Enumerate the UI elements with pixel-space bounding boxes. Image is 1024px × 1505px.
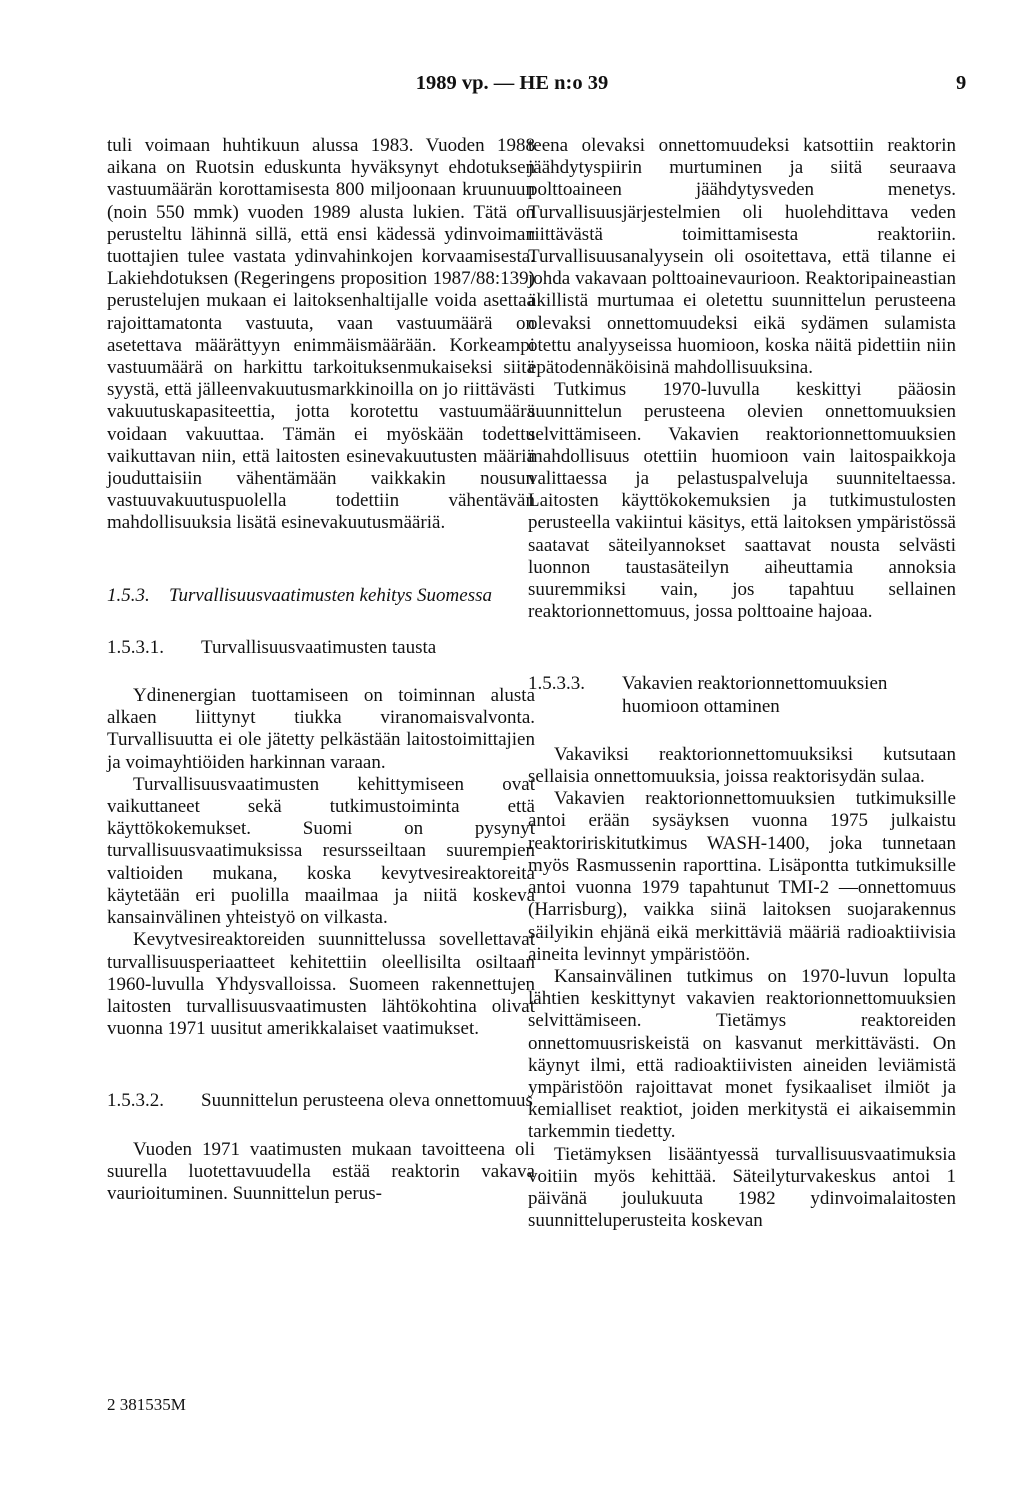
page-number: 9: [956, 72, 967, 94]
spacer: [528, 718, 956, 744]
section-number: 1.5.3.: [107, 584, 150, 606]
paragraph-continuation: teena olevaksi onnettomuudeksi katsottiin reaktorin jäähdytyspiirin murtuminen ja siitä seuraava polttoaineen jäähdytysveden menetys. Turvallisuusjärjestelmien oli huolehdittava veden riittävästä toimittamisesta reaktoriin. Turvallisuusanalyysein oli osoitettava, että tilanne ei johda vakavaan polttoainevaurioon. Reaktoripaineastian äkillistä murtumaa ei oletettu suunnittelun perusteena olevaksi onnettomuudeksi eikä sydämen sulamista otettu analyyseissa huomioon, koska näitä pidettiin niin epätodennäköisinä mahdollisuuksina.: [528, 135, 956, 379]
paragraph-continuation: tuli voimaan huhtikuun alussa 1983. Vuoden 1988 aikana on Ruotsin eduskunta hyväksynyt ehdotuksen vastuumäärän korottamisesta 800 miljoonaan kruunuun (noin 550 mmk) vuoden 1989 alusta lukien. Tätä on perusteltu lähinnä sillä, että ensi kädessä ydinvoiman tuottajien tulee vastata ydinvahinkojen korvaamisesta. Lakiehdotuksen (Regeringens proposition 1987/88:139) perustelujen mukaan ei laitoksenhaltijalle voida asettaa rajoittamatonta vastuuta, vaan vastuumäärä on asetettava määrättyyn enimmäismäärään. Korkeampi vastuumäärä on harkittu tarkoituksenmukaiseksi siitä syystä, että jälleenvakuutusmarkkinoilla on jo riittävästi vakuutuskapasiteettia, jotta korotettu vastuumäärä voidaan vakuuttaa. Tämän ei myöskään todettu vaikuttavan niin, että laitosten esinevakuutusten määriä jouduttaisiin vähentämään vaikkakin nousun vastuuvakuutuspuolella todettiin vähentävän mahdollisuuksia lisätä esinevakuutusmääriä.: [107, 135, 535, 534]
subsection-number: 1.5.3.2.: [107, 1090, 164, 1112]
subsection-number: 1.5.3.3.: [528, 673, 585, 695]
right-column: [528, 135, 956, 1232]
spacer: [107, 659, 535, 685]
paragraph: Tutkimus 1970-luvulla keskittyi pääosin suunnittelun perusteena olevien onnettomuuksien selvittämiseen. Vakavien reaktorionnettomuuksien mahdollisuus otettiin huomioon vain laitospaikkoja valittaessa ja pelastuspalveluja suunniteltaessa. Laitosten käyttökokemuksien ja tutkimustulosten perusteella vakiintui käsitys, että laitoksen ympäristössä saatavat säteilyannokset saattavat nousta selvästi luonnon taustasäteilyn aiheuttamia annoksia suuremmiksi vain, jos tapahtuu sellainen reaktorionnettomuus, jossa polttoaine hajoaa.: [528, 379, 956, 623]
paragraph: Vakavien reaktorionnettomuuksien tutkimuksille antoi erään sysäyksen vuonna 1975 julkaistu reaktoririskitutkimus WASH-1400, joka tunnetaan myös Rasmussenin raporttina. Lisäpontta tutkimuksille antoi vuonna 1979 tapahtunut TMI-2 —onnettomuus (Harrisburg), vaikka siinä laitoksen suojarakennus säilyikin ehjänä eikä merkittäviä määriä radioaktiivisia aineita levinnyt ympäristöön.: [528, 788, 956, 965]
paragraph: Kevytvesireaktoreiden suunnittelussa sovellettavat turvallisuusperiaatteet kehitettiin oleellisilta osiltaan 1960-luvulla Yhdysvalloissa. Suomeen rakennettujen laitosten turvallisuusvaatimusten lähtökohtina olivat vuonna 1971 uusitut amerikkalaiset vaatimukset.: [107, 929, 535, 1040]
paragraph: Vakaviksi reaktorionnettomuuksiksi kutsutaan sellaisia onnettomuuksia, joissa reaktorisydän sulaa.: [528, 743, 956, 788]
subsection-title: Vakavien reaktorionnettomuuksien huomioon ottaminen: [622, 673, 888, 717]
paragraph: Vuoden 1971 vaatimusten mukaan tavoitteena oli suurella luotettavuudella estää reaktorin vakava vaurioituminen. Suunnittelun perus-: [107, 1138, 535, 1204]
subsection-heading-1-5-3-3: [528, 673, 956, 717]
left-column: [107, 135, 535, 1205]
paragraph: Turvallisuusvaatimusten kehittymiseen ovat vaikuttaneet sekä tutkimustoiminta että käyttökokemukset. Suomi on pysynyt turvallisuusvaatimuksissa resursseiltaan suurempien valtioiden mukana, koska kevytvesireaktoreita käytetään eri puolilla maailmaa ja niitä koskeva kansainvälinen yhteistyö on vilkasta.: [107, 773, 535, 929]
spacer: [107, 1113, 535, 1139]
paragraph: Kansainvälinen tutkimus on 1970-luvun lopulta lähtien keskittynyt vakavien reaktorionnettomuuksien selvittämiseen. Tietämys reaktoreiden onnettomuusriskeistä on kasvanut merkittävästi. On käynyt ilmi, että radioaktiivisten aineiden leviämistä ympäristöön rajoittavat monet fysikaaliset ilmiöt ja kemialliset reaktiot, joiden merkitystä ei aikaisemmin tarkemmin tiedetty.: [528, 965, 956, 1143]
spacer: [107, 535, 535, 585]
section-title: Turvallisuusvaatimusten kehitys Suomessa: [169, 584, 492, 606]
subsection-heading-1-5-3-1: [107, 637, 535, 659]
subsection-title: Turvallisuusvaatimusten tausta: [201, 636, 437, 658]
subsection-heading-1-5-3-2: [107, 1090, 535, 1112]
spacer: [107, 1040, 535, 1090]
spacer: [107, 607, 535, 637]
paragraph: Ydinenergian tuottamiseen on toiminnan alusta alkaen liittynyt tiukka viranomaisvalvonta. Turvallisuutta ei ole jätetty pelkästään laitostoimittajien ja voimayhtiöiden harkinnan varaan.: [107, 685, 535, 773]
subsection-number: 1.5.3.1.: [107, 636, 164, 658]
section-heading-1-5-3: [107, 585, 535, 607]
spacer: [528, 623, 956, 673]
page-header: [0, 72, 1024, 102]
paragraph: Tietämyksen lisääntyessä turvallisuusvaatimuksia voitiin myös kehittää. Säteilyturvakeskus antoi 1 päivänä joulukuuta 1982 ydinvoimalaitosten suunnitteluperusteita koskevan: [528, 1143, 956, 1232]
footer-code: 2 381535M: [107, 1395, 186, 1414]
subsection-title: Suunnittelun perusteena oleva onnettomuus: [201, 1090, 533, 1112]
running-title: 1989 vp. — HE n:o 39: [415, 72, 609, 94]
